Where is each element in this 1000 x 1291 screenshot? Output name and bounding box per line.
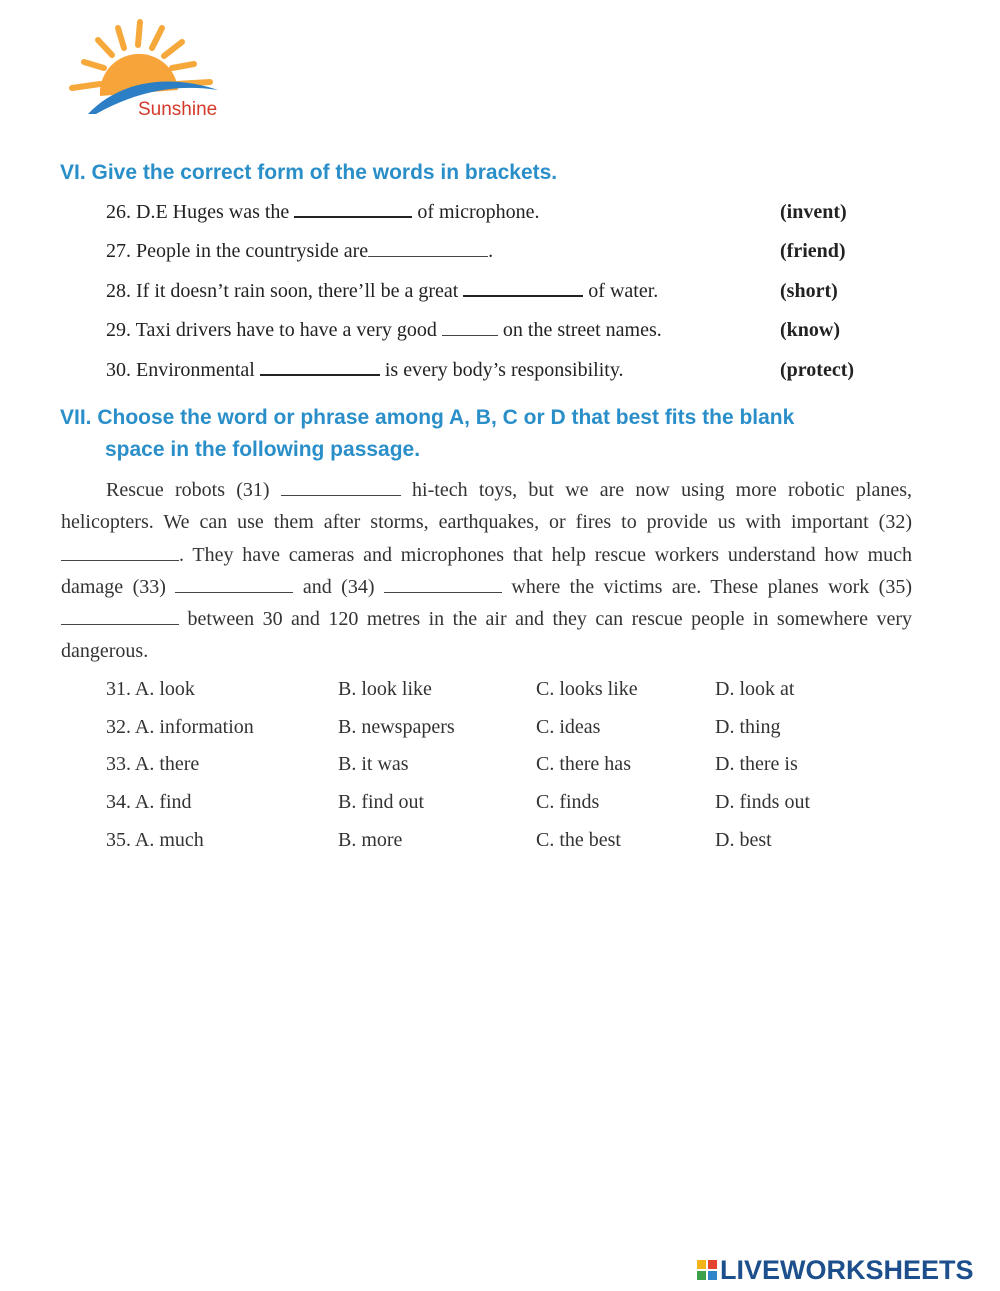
passage-blank-34[interactable]: [384, 574, 502, 593]
section-7-title-line-2: space in the following passage.: [105, 438, 421, 461]
section-7-title-line-1: VII. Choose the word or phrase among A, B, C or D that best fits the blank: [60, 406, 795, 429]
section-6-title: VI. Give the correct form of the words in brackets.: [60, 161, 558, 184]
answer-blank-28[interactable]: [463, 277, 583, 297]
option-34-c[interactable]: C. finds: [536, 791, 600, 813]
brand-text: LIVEWORKSHEETS: [720, 1254, 974, 1285]
word-hint-29: (know): [780, 319, 841, 341]
option-34-b[interactable]: B. find out: [338, 791, 425, 813]
option-31-a[interactable]: 31. A. look: [106, 678, 195, 700]
option-34-d[interactable]: D. finds out: [715, 791, 810, 813]
passage-blank-32[interactable]: [61, 542, 179, 561]
liveworksheets-logo-icon: [697, 1260, 717, 1280]
section-7-title: [60, 402, 920, 466]
word-hint-27: (friend): [780, 240, 846, 262]
option-33-b[interactable]: B. it was: [338, 753, 409, 775]
question-27: 27. People in the countryside are . (friend): [106, 236, 886, 266]
option-35-d[interactable]: D. best: [715, 829, 772, 851]
passage-blank-35[interactable]: [61, 606, 179, 625]
answer-blank-27[interactable]: [368, 238, 488, 257]
option-31-c[interactable]: C. looks like: [536, 678, 638, 700]
option-32-a[interactable]: 32. A. information: [106, 716, 254, 738]
word-hint-28: (short): [780, 280, 838, 302]
option-33-a[interactable]: 33. A. there: [106, 753, 200, 775]
question-29: 29. Taxi drivers have to have a very good on the street names. (know): [106, 315, 886, 345]
options-34: [106, 787, 886, 817]
options-35: [106, 825, 886, 855]
word-hint-26: (invent): [780, 201, 847, 223]
answer-blank-26[interactable]: [294, 198, 412, 218]
option-35-c[interactable]: C. the best: [536, 829, 621, 851]
option-34-a[interactable]: 34. A. find: [106, 791, 192, 813]
reading-passage: Rescue robots (31) hi-tech toys, but we are now using more robotic planes, helicopters. We can use them after storms, earthquakes, or fires to provide us with important (32). They have cameras and microphones that help rescue workers understand how much damage (33) and (34) where the victims are. These planes work (35) between 30 and 120 metres in the air and they can rescue people in somewhere very dangerous.: [61, 479, 913, 663]
option-35-a[interactable]: 35. A. much: [106, 829, 204, 851]
liveworksheets-brand: [697, 1255, 974, 1285]
option-32-d[interactable]: D. thing: [715, 716, 781, 738]
question-28: 28. If it doesn’t rain soon, there’ll be a great of water. (short): [106, 276, 886, 306]
options-33: [106, 749, 886, 779]
option-33-d[interactable]: D. there is: [715, 753, 798, 775]
passage-blank-31[interactable]: [281, 477, 401, 496]
options-32: [106, 712, 886, 742]
word-hint-30: (protect): [780, 359, 855, 381]
logo-text: Sunshine: [138, 99, 218, 120]
option-33-c[interactable]: C. there has: [536, 753, 631, 775]
option-35-b[interactable]: B. more: [338, 829, 403, 851]
question-30: 30. Environmental is every body’s responsibility. (protect): [106, 355, 886, 385]
option-32-b[interactable]: B. newspapers: [338, 716, 455, 738]
options-31: [106, 674, 886, 704]
answer-blank-29[interactable]: [442, 317, 498, 336]
option-31-b[interactable]: B. look like: [338, 678, 432, 700]
option-32-c[interactable]: C. ideas: [536, 716, 601, 738]
option-31-d[interactable]: D. look at: [715, 678, 795, 700]
question-26: 26. D.E Huges was the of microphone. (invent): [106, 197, 886, 227]
passage-blank-33[interactable]: [175, 574, 293, 593]
answer-blank-30[interactable]: [260, 356, 380, 376]
